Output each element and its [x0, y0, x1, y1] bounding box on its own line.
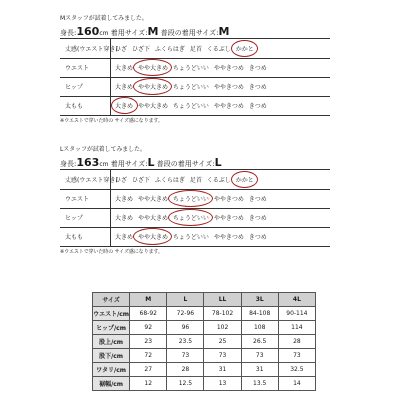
fit-section-l	[60, 144, 330, 257]
waist-note: ※ウエストで穿いた時の サイズ感になります。	[60, 117, 163, 124]
staff-spec-line	[60, 25, 330, 39]
fit-option: 大きめ	[115, 65, 134, 72]
measure-label: ヒップ/cm	[93, 321, 130, 335]
fit-option: くるぶし	[206, 176, 231, 184]
fit-row-label: ウエスト	[60, 189, 110, 208]
fit-row	[60, 189, 330, 208]
measure-label: ワタリ/cm	[93, 363, 130, 377]
tried-on-caption: Mスタッフが試着してみました。	[60, 15, 148, 22]
fit-option: やや大きめ	[137, 84, 168, 91]
worn-size-label: 着用サイズ:	[110, 160, 148, 168]
fit-option: きつめ	[248, 103, 267, 110]
measure-value: 14	[278, 377, 315, 391]
size-row	[93, 335, 316, 349]
measure-value: 68-92	[130, 307, 167, 321]
measure-value: 23	[130, 335, 167, 349]
measure-value: 108	[241, 321, 278, 335]
fit-table	[60, 39, 330, 116]
usual-size-value: L	[214, 156, 222, 169]
fit-option: くるぶし	[206, 45, 231, 53]
fit-options	[110, 227, 330, 246]
measure-label: 股上/cm	[93, 335, 130, 349]
measure-value: 31	[241, 363, 278, 377]
fit-option: きつめ	[248, 84, 267, 91]
fit-option: やや大きめ	[137, 196, 168, 203]
fit-option: 大きめ	[115, 84, 134, 91]
size-row	[93, 349, 316, 363]
fit-option: かかと	[235, 45, 254, 53]
worn-size-label: 着用サイズ:	[110, 29, 148, 37]
fit-row-label: ヒップ	[60, 208, 110, 227]
fit-option: ひざ下	[131, 176, 150, 184]
fit-option: ややきつめ	[213, 103, 244, 110]
measure-value: 27	[130, 363, 167, 377]
measure-value: 72	[130, 349, 167, 363]
usual-size-label: 普段の着用サイズ:	[156, 160, 215, 168]
measure-value: 73	[241, 349, 278, 363]
fit-option: やや大きめ	[137, 65, 168, 72]
height-label: 身長:	[60, 160, 77, 168]
fit-option: ちょうどいい	[172, 234, 209, 241]
fit-option: きつめ	[248, 196, 267, 203]
fit-row-label: 太もも	[60, 96, 110, 115]
fit-option: ひざ	[115, 176, 128, 184]
fit-option: 大きめ	[115, 103, 134, 110]
measure-value: 23.5	[167, 335, 204, 349]
size-header-cell: サイズ	[93, 293, 130, 307]
fit-option: 大きめ	[115, 196, 134, 203]
tried-on-caption: Lスタッフが試着してみました。	[60, 146, 146, 153]
fit-row	[60, 96, 330, 115]
fit-option: ちょうどいい	[172, 215, 209, 222]
size-header-cell: 4L	[278, 293, 315, 307]
measure-value: 31	[204, 363, 241, 377]
fit-row-label: ウエスト	[60, 58, 110, 77]
fit-row	[60, 39, 330, 58]
measure-value: 90-114	[278, 307, 315, 321]
fit-options	[110, 77, 330, 96]
worn-size-value: M	[147, 25, 159, 38]
measure-value: 78-102	[204, 307, 241, 321]
fit-option: ややきつめ	[213, 65, 244, 72]
fit-option: ふくらはぎ	[154, 176, 185, 184]
usual-size-label: 普段の着用サイズ:	[160, 29, 219, 37]
fit-row	[60, 208, 330, 227]
measure-value: 26.5	[241, 335, 278, 349]
fit-option: ややきつめ	[213, 196, 244, 203]
fit-row-label: ヒップ	[60, 77, 110, 96]
measure-value: 25	[204, 335, 241, 349]
fit-table	[60, 170, 330, 247]
fit-options	[110, 39, 330, 58]
measure-value: 12	[130, 377, 167, 391]
measure-value: 28	[167, 363, 204, 377]
fit-row-label: 太もも	[60, 227, 110, 246]
size-row	[93, 377, 316, 391]
fit-row-label: 丈感(ウエスト穿き)	[60, 39, 110, 58]
measure-label: 股下/cm	[93, 349, 130, 363]
fit-options	[110, 58, 330, 77]
measure-label: 裾幅/cm	[93, 377, 130, 391]
worn-size-value: L	[147, 156, 155, 169]
fit-option: ややきつめ	[213, 215, 244, 222]
fit-option: やや大きめ	[137, 215, 168, 222]
size-header-cell: L	[167, 293, 204, 307]
measure-value: 72-96	[167, 307, 204, 321]
fit-option: ちょうどいい	[172, 84, 209, 91]
measure-value: 12.5	[167, 377, 204, 391]
fit-section-m	[60, 13, 330, 126]
fit-row	[60, 227, 330, 246]
size-header-cell: M	[130, 293, 167, 307]
height-value: 160	[76, 25, 100, 38]
measure-value: 73	[167, 349, 204, 363]
fit-option: かかと	[235, 176, 254, 184]
fit-option: ちょうどいい	[172, 103, 209, 110]
fit-row	[60, 170, 330, 189]
measure-value: 92	[130, 321, 167, 335]
size-row	[93, 321, 316, 335]
size-chart-table	[92, 292, 316, 391]
size-row	[93, 363, 316, 377]
measure-value: 32.5	[278, 363, 315, 377]
fit-option: ひざ下	[131, 45, 150, 53]
fit-option: きつめ	[248, 65, 267, 72]
fit-option: ややきつめ	[213, 84, 244, 91]
staff-spec-line	[60, 156, 330, 170]
measure-value: 73	[278, 349, 315, 363]
measure-value: 13	[204, 377, 241, 391]
fit-options	[110, 208, 330, 227]
height-unit: cm	[99, 30, 109, 37]
fit-option: やや大きめ	[137, 103, 168, 110]
fit-option: ちょうどいい	[172, 196, 209, 203]
fit-options	[110, 189, 330, 208]
height-value: 163	[76, 156, 100, 169]
fit-row	[60, 58, 330, 77]
fit-option: ちょうどいい	[172, 65, 209, 72]
height-label: 身長:	[60, 29, 77, 37]
measure-value: 96	[167, 321, 204, 335]
fit-options	[110, 170, 330, 189]
measure-value: 114	[278, 321, 315, 335]
fit-option: ひざ	[115, 45, 128, 53]
fit-row	[60, 77, 330, 96]
size-row	[93, 307, 316, 321]
fit-option: 大きめ	[115, 215, 134, 222]
size-header-cell: LL	[204, 293, 241, 307]
measure-value: 28	[278, 335, 315, 349]
fit-option: 足首	[189, 176, 202, 184]
size-header-row	[93, 293, 316, 307]
fit-option: ややきつめ	[213, 234, 244, 241]
fit-option: ふくらはぎ	[154, 45, 185, 53]
fit-option: やや大きめ	[137, 234, 168, 241]
measure-value: 13.5	[241, 377, 278, 391]
fit-option: 大きめ	[115, 234, 134, 241]
measure-value: 102	[204, 321, 241, 335]
waist-note: ※ウエストで穿いた時の サイズ感になります。	[60, 248, 163, 255]
size-header-cell: 3L	[241, 293, 278, 307]
fit-options	[110, 96, 330, 115]
fit-option: きつめ	[248, 234, 267, 241]
measure-value: 73	[204, 349, 241, 363]
fit-option: きつめ	[248, 215, 267, 222]
fit-option: 足首	[189, 45, 202, 53]
usual-size-value: M	[218, 25, 230, 38]
fit-row-label: 丈感(ウエスト穿き)	[60, 170, 110, 189]
height-unit: cm	[99, 161, 109, 168]
measure-label: ウエスト/cm	[93, 307, 130, 321]
measure-value: 84-108	[241, 307, 278, 321]
